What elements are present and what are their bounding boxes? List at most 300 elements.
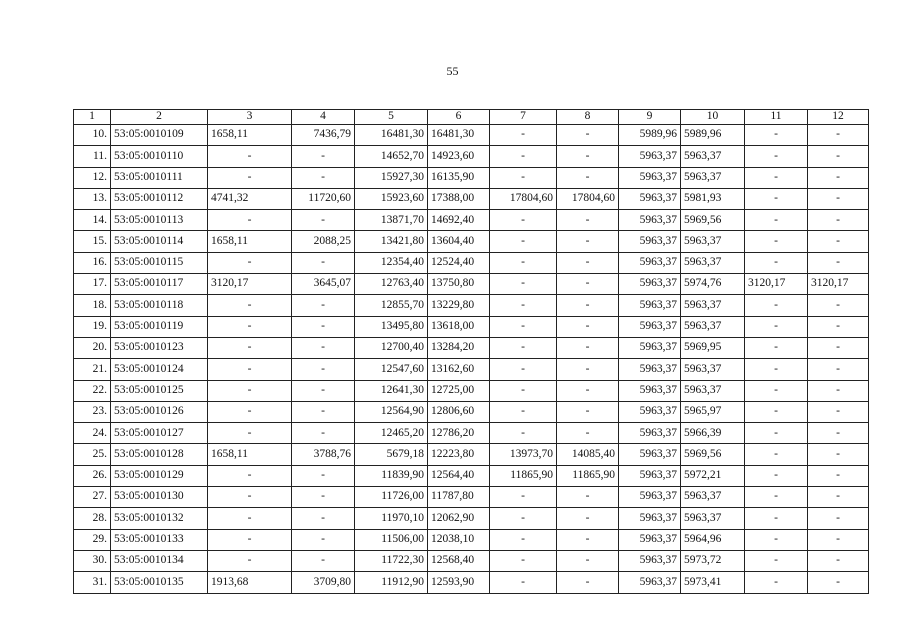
table-cell: - (557, 295, 619, 316)
table-cell: - (745, 423, 808, 444)
table-cell: 5963,37 (619, 316, 681, 337)
table-cell: - (208, 529, 292, 550)
table-cell: 23. (74, 401, 111, 422)
table-cell: - (292, 380, 355, 401)
table-cell: 5963,37 (619, 252, 681, 273)
table-cell: - (208, 252, 292, 273)
table-cell: 3120,17 (208, 274, 292, 295)
table-cell: 16481,30 (428, 125, 490, 146)
table-cell: 5966,39 (681, 423, 745, 444)
table-cell: 5969,95 (681, 337, 745, 358)
page-number: 55 (446, 64, 459, 78)
table-cell: - (292, 550, 355, 571)
table-cell: 11. (74, 146, 111, 167)
table-cell: - (292, 359, 355, 380)
table-cell: 5963,37 (681, 295, 745, 316)
table-cell: 12641,30 (355, 380, 428, 401)
table-cell: 14692,40 (428, 210, 490, 231)
table-cell: - (808, 444, 869, 465)
table-cell: 53:05:0010111 (111, 167, 208, 188)
table-cell: - (808, 401, 869, 422)
table-cell: - (490, 146, 557, 167)
table-cell: 25. (74, 444, 111, 465)
table-cell: 19. (74, 316, 111, 337)
table-cell: - (745, 337, 808, 358)
table-row (74, 274, 869, 295)
table-cell: - (808, 487, 869, 508)
table-cell: 13871,70 (355, 210, 428, 231)
table-cell: - (557, 146, 619, 167)
table-cell: 5963,37 (681, 380, 745, 401)
table-cell: 15927,30 (355, 167, 428, 188)
table-cell: 11506,00 (355, 529, 428, 550)
table-cell: 53:05:0010129 (111, 465, 208, 486)
table-cell: 5989,96 (619, 125, 681, 146)
table-cell: 5973,41 (681, 572, 745, 593)
table-cell: - (557, 316, 619, 337)
table-cell: 11726,00 (355, 487, 428, 508)
column-header: 6 (428, 110, 490, 125)
table-cell: 26. (74, 465, 111, 486)
table-cell: 12223,80 (428, 444, 490, 465)
table-cell: 13495,80 (355, 316, 428, 337)
table-cell: 5972,21 (681, 465, 745, 486)
table-cell: - (557, 167, 619, 188)
table-cell: 53:05:0010118 (111, 295, 208, 316)
column-header: 12 (808, 110, 869, 125)
table-cell: 12547,60 (355, 359, 428, 380)
table-cell: - (745, 231, 808, 252)
table-row (74, 295, 869, 316)
table-cell: 13284,20 (428, 337, 490, 358)
table-cell: 7436,79 (292, 125, 355, 146)
table-cell: - (292, 529, 355, 550)
table-cell: - (208, 550, 292, 571)
table-cell: 53:05:0010127 (111, 423, 208, 444)
table-cell: 12564,40 (428, 465, 490, 486)
table-cell: 31. (74, 572, 111, 593)
table-cell: - (745, 210, 808, 231)
table-cell: - (208, 295, 292, 316)
table-cell: 53:05:0010109 (111, 125, 208, 146)
table-cell: - (292, 210, 355, 231)
table-cell: 3788,76 (292, 444, 355, 465)
table-cell: 53:05:0010133 (111, 529, 208, 550)
table-cell: 5989,96 (681, 125, 745, 146)
table-cell: - (808, 252, 869, 273)
table-cell: - (292, 487, 355, 508)
table-cell: 14652,70 (355, 146, 428, 167)
table-cell: 5963,37 (681, 167, 745, 188)
table-cell: - (745, 401, 808, 422)
table-cell: 12465,20 (355, 423, 428, 444)
table-cell: - (490, 231, 557, 252)
table-cell: - (208, 401, 292, 422)
table-cell: - (490, 167, 557, 188)
table-cell: - (557, 210, 619, 231)
table-cell: 13229,80 (428, 295, 490, 316)
table-cell: - (292, 508, 355, 529)
table-cell: - (292, 316, 355, 337)
table-cell: - (745, 508, 808, 529)
table-cell: - (745, 380, 808, 401)
table-cell: - (557, 487, 619, 508)
table-row (74, 572, 869, 593)
table-row (74, 125, 869, 146)
table-cell: 13. (74, 188, 111, 209)
table-cell: - (490, 295, 557, 316)
table-cell: 53:05:0010110 (111, 146, 208, 167)
table-cell: 11720,60 (292, 188, 355, 209)
table-cell: 5963,37 (619, 508, 681, 529)
table-cell: - (292, 337, 355, 358)
table-cell: 53:05:0010117 (111, 274, 208, 295)
table-cell: 5963,37 (619, 231, 681, 252)
table-cell: - (808, 316, 869, 337)
table-cell: - (490, 252, 557, 273)
table-cell: - (292, 252, 355, 273)
table-cell: 53:05:0010132 (111, 508, 208, 529)
table-cell: 11912,90 (355, 572, 428, 593)
table-cell: 5974,76 (681, 274, 745, 295)
table-cell: 5963,37 (619, 401, 681, 422)
table-cell: 21. (74, 359, 111, 380)
table-row (74, 487, 869, 508)
table-cell: - (292, 423, 355, 444)
table-cell: 5969,56 (681, 210, 745, 231)
table-cell: 53:05:0010124 (111, 359, 208, 380)
table-row (74, 550, 869, 571)
table-cell: 12038,10 (428, 529, 490, 550)
table-cell: 5963,37 (619, 188, 681, 209)
table-cell: 5963,37 (619, 359, 681, 380)
table-cell: - (557, 380, 619, 401)
table-cell: - (208, 487, 292, 508)
table-cell: - (490, 210, 557, 231)
table-cell: - (808, 146, 869, 167)
table-cell: - (292, 146, 355, 167)
table-cell: - (557, 508, 619, 529)
table-cell: 5965,97 (681, 401, 745, 422)
table-cell: - (208, 210, 292, 231)
table-cell: - (490, 125, 557, 146)
table-cell: 53:05:0010115 (111, 252, 208, 273)
table-cell: 5963,37 (619, 380, 681, 401)
table-cell: - (745, 316, 808, 337)
table-cell: 10. (74, 125, 111, 146)
table-cell: 16. (74, 252, 111, 273)
table-cell: 5963,37 (619, 487, 681, 508)
table-cell: 24. (74, 423, 111, 444)
table-cell: - (208, 146, 292, 167)
table-cell: - (292, 465, 355, 486)
table-cell: - (808, 167, 869, 188)
table-cell: 3645,07 (292, 274, 355, 295)
table-cell: - (745, 487, 808, 508)
table-cell: - (808, 572, 869, 593)
table-cell: - (292, 401, 355, 422)
table-cell: 13162,60 (428, 359, 490, 380)
table-cell: - (490, 423, 557, 444)
column-header: 10 (681, 110, 745, 125)
table-cell: - (208, 465, 292, 486)
table-cell: 29. (74, 529, 111, 550)
table-cell: 11722,30 (355, 550, 428, 571)
table-cell: 12568,40 (428, 550, 490, 571)
table-row (74, 401, 869, 422)
table-cell: - (490, 274, 557, 295)
table-cell: - (557, 529, 619, 550)
table-cell: - (208, 508, 292, 529)
table-cell: 5963,37 (681, 231, 745, 252)
table-cell: 12763,40 (355, 274, 428, 295)
table-cell: 53:05:0010112 (111, 188, 208, 209)
table-cell: 12806,60 (428, 401, 490, 422)
table-cell: - (557, 550, 619, 571)
table-cell: 1658,11 (208, 125, 292, 146)
table-cell: 53:05:0010125 (111, 380, 208, 401)
table-cell: - (557, 252, 619, 273)
table-row (74, 316, 869, 337)
table-cell: 13421,80 (355, 231, 428, 252)
table-cell: 14085,40 (557, 444, 619, 465)
table-cell: 22. (74, 380, 111, 401)
column-header: 9 (619, 110, 681, 125)
table-cell: - (208, 337, 292, 358)
table-cell: 5679,18 (355, 444, 428, 465)
table-cell: - (490, 401, 557, 422)
table-cell: 17. (74, 274, 111, 295)
table-cell: 14. (74, 210, 111, 231)
column-header: 5 (355, 110, 428, 125)
table-cell: - (808, 125, 869, 146)
table-cell: - (490, 380, 557, 401)
table-cell: 11865,90 (490, 465, 557, 486)
table-cell: - (808, 423, 869, 444)
table-row (74, 465, 869, 486)
table-cell: 12855,70 (355, 295, 428, 316)
column-header: 1 (74, 110, 111, 125)
table-cell: 3120,17 (808, 274, 869, 295)
table-cell: - (490, 487, 557, 508)
table-cell: - (557, 401, 619, 422)
column-header: 4 (292, 110, 355, 125)
column-header: 11 (745, 110, 808, 125)
table-cell: - (808, 550, 869, 571)
table-cell: - (557, 125, 619, 146)
table-cell: - (808, 529, 869, 550)
table-cell: 12700,40 (355, 337, 428, 358)
table-cell: 12564,90 (355, 401, 428, 422)
table-cell: - (557, 572, 619, 593)
table-cell: - (745, 572, 808, 593)
table-row (74, 210, 869, 231)
table-cell: 5963,37 (619, 572, 681, 593)
table-cell: - (745, 167, 808, 188)
table-cell: 5963,37 (619, 337, 681, 358)
column-header: 3 (208, 110, 292, 125)
table-cell: 5964,96 (681, 529, 745, 550)
table-row (74, 252, 869, 273)
table-cell: 1913,68 (208, 572, 292, 593)
table-cell: - (808, 188, 869, 209)
table-cell: 20. (74, 337, 111, 358)
table-row (74, 529, 869, 550)
table-cell: - (490, 529, 557, 550)
table-cell: 5963,37 (681, 487, 745, 508)
column-header: 8 (557, 110, 619, 125)
table-cell: 13750,80 (428, 274, 490, 295)
table-cell: - (808, 337, 869, 358)
table-cell: 16481,30 (355, 125, 428, 146)
table-cell: - (208, 359, 292, 380)
table-cell: - (745, 529, 808, 550)
table-cell: 53:05:0010126 (111, 401, 208, 422)
table-cell: 5963,37 (681, 508, 745, 529)
table-cell: - (745, 146, 808, 167)
table-cell: - (208, 423, 292, 444)
table-cell: 5981,93 (681, 188, 745, 209)
table-cell: 11865,90 (557, 465, 619, 486)
table-cell: - (490, 337, 557, 358)
table-cell: 13618,00 (428, 316, 490, 337)
table-cell: - (490, 508, 557, 529)
table-cell: - (745, 188, 808, 209)
table-cell: - (808, 231, 869, 252)
table-cell: - (490, 359, 557, 380)
table-cell: - (557, 337, 619, 358)
table-cell: - (745, 444, 808, 465)
column-header: 7 (490, 110, 557, 125)
table-cell: 5963,37 (681, 146, 745, 167)
table-cell: 12725,00 (428, 380, 490, 401)
table-cell: 5973,72 (681, 550, 745, 571)
table-cell: 3120,17 (745, 274, 808, 295)
table-cell: - (557, 359, 619, 380)
table-cell: - (745, 359, 808, 380)
table-cell: - (808, 210, 869, 231)
table-cell: 5963,37 (619, 465, 681, 486)
table-cell: 4741,32 (208, 188, 292, 209)
table-cell: - (745, 252, 808, 273)
table-cell: - (557, 231, 619, 252)
table-cell: - (208, 316, 292, 337)
table-cell: 16135,90 (428, 167, 490, 188)
table-cell: 17388,00 (428, 188, 490, 209)
table-cell: - (557, 423, 619, 444)
table-cell: 12524,40 (428, 252, 490, 273)
table-row (74, 231, 869, 252)
table-cell: 30. (74, 550, 111, 571)
table-cell: 53:05:0010113 (111, 210, 208, 231)
table-row (74, 188, 869, 209)
table-row (74, 444, 869, 465)
table-cell: 12354,40 (355, 252, 428, 273)
table-cell: - (808, 295, 869, 316)
table-cell: 5963,37 (619, 146, 681, 167)
table-cell: 27. (74, 487, 111, 508)
table-cell: - (490, 550, 557, 571)
table-cell: 1658,11 (208, 231, 292, 252)
table-cell: 53:05:0010114 (111, 231, 208, 252)
table-cell: 13604,40 (428, 231, 490, 252)
table-cell: 15. (74, 231, 111, 252)
column-header: 2 (111, 110, 208, 125)
table-cell: - (292, 167, 355, 188)
table-cell: 2088,25 (292, 231, 355, 252)
table-cell: 3709,80 (292, 572, 355, 593)
table-cell: 5963,37 (619, 167, 681, 188)
table-cell: - (208, 380, 292, 401)
table-cell: - (808, 465, 869, 486)
table-cell: - (808, 380, 869, 401)
table-cell: 53:05:0010128 (111, 444, 208, 465)
table-cell: - (490, 316, 557, 337)
table-cell: 12. (74, 167, 111, 188)
table-body (74, 125, 869, 594)
data-table (73, 109, 869, 594)
table-row (74, 423, 869, 444)
table-cell: 12062,90 (428, 508, 490, 529)
table-cell: 53:05:0010130 (111, 487, 208, 508)
table-cell: 14923,60 (428, 146, 490, 167)
table-cell: 28. (74, 508, 111, 529)
table-cell: 53:05:0010123 (111, 337, 208, 358)
table-cell: 18. (74, 295, 111, 316)
table-cell: 11839,90 (355, 465, 428, 486)
table-cell: 5969,56 (681, 444, 745, 465)
table-cell: 5963,37 (619, 274, 681, 295)
table-cell: 5963,37 (681, 252, 745, 273)
table-cell: - (808, 508, 869, 529)
table-cell: - (745, 465, 808, 486)
table-cell: 5963,37 (619, 295, 681, 316)
table-row (74, 146, 869, 167)
table-cell: 17804,60 (490, 188, 557, 209)
table-cell: 11787,80 (428, 487, 490, 508)
table-cell: 12786,20 (428, 423, 490, 444)
table-row (74, 508, 869, 529)
table-cell: 53:05:0010135 (111, 572, 208, 593)
table-cell: 5963,37 (681, 359, 745, 380)
table-cell: 13973,70 (490, 444, 557, 465)
table-cell: - (292, 295, 355, 316)
table-row (74, 337, 869, 358)
table-cell: 5963,37 (619, 444, 681, 465)
table-cell: 5963,37 (619, 550, 681, 571)
table-cell: 1658,11 (208, 444, 292, 465)
table-header-row (74, 110, 869, 125)
table-cell: - (808, 359, 869, 380)
table-cell: 53:05:0010119 (111, 316, 208, 337)
table-cell: 53:05:0010134 (111, 550, 208, 571)
table-cell: 5963,37 (619, 423, 681, 444)
table-cell: - (490, 572, 557, 593)
table-cell: 17804,60 (557, 188, 619, 209)
table-cell: 5963,37 (619, 529, 681, 550)
table-cell: - (745, 295, 808, 316)
table-cell: 15923,60 (355, 188, 428, 209)
table-cell: - (745, 550, 808, 571)
table-row (74, 380, 869, 401)
table-cell: - (208, 167, 292, 188)
table-cell: 11970,10 (355, 508, 428, 529)
table-cell: 5963,37 (619, 210, 681, 231)
table-row (74, 167, 869, 188)
table-cell: 12593,90 (428, 572, 490, 593)
table-cell: 5963,37 (681, 316, 745, 337)
table-row (74, 359, 869, 380)
